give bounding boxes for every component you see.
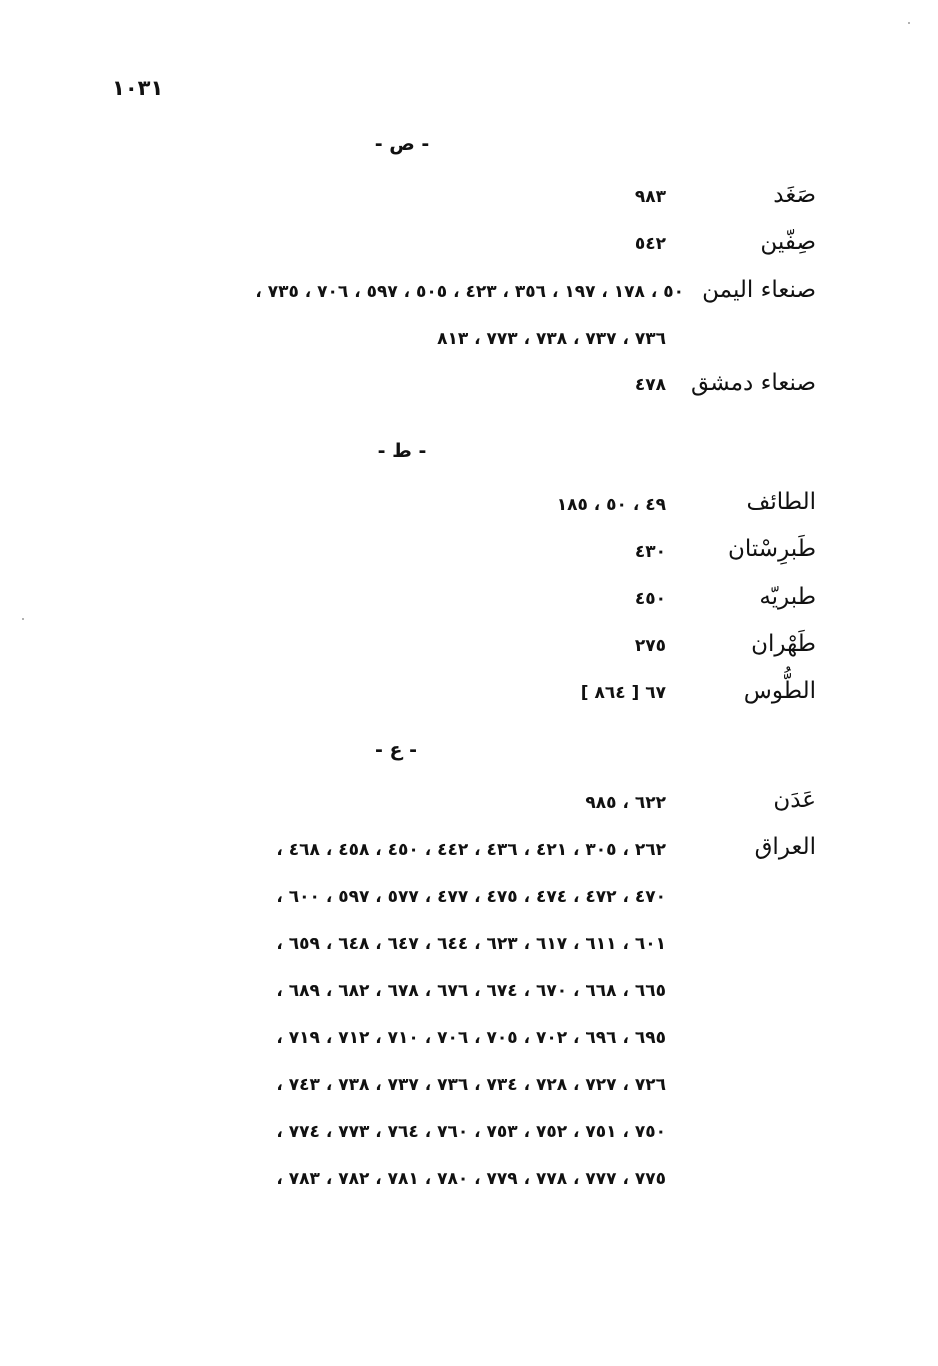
- entry-name-aden: عَدَن: [773, 787, 816, 813]
- entry-pages-taif: ٤٩ ، ٥٠ ، ١٨٥: [556, 495, 666, 515]
- entry-name-taif: الطائف: [746, 489, 816, 515]
- entry-pages-iraq-line-6: ٧٢٦ ، ٧٢٧ ، ٧٢٨ ، ٧٣٤ ، ٧٣٦ ، ٧٣٧ ، ٧٣٨ ، ٧٤٣ ،: [276, 1075, 666, 1095]
- section-heading-ta: - ط -: [377, 440, 427, 462]
- entry-pages-iraq-line-2: ٤٧٠ ، ٤٧٢ ، ٤٧٤ ، ٤٧٥ ، ٤٧٧ ، ٥٧٧ ، ٥٩٧ ، ٦٠٠ ،: [276, 887, 666, 907]
- entry-name-sughd: صَغَد: [773, 182, 816, 208]
- entry-pages-sughd: ٩٨٣: [634, 187, 666, 207]
- section-heading-ayn: - ع -: [375, 739, 417, 761]
- entry-pages-tiberias: ٤٥٠: [634, 589, 666, 609]
- entry-pages-iraq-line-7: ٧٥٠ ، ٧٥١ ، ٧٥٢ ، ٧٥٣ ، ٧٦٠ ، ٧٦٤ ، ٧٧٣ ، ٧٧٤ ،: [276, 1122, 666, 1142]
- entry-name-tus: الطُّوس: [743, 678, 816, 704]
- section-heading-sad: - ص -: [374, 133, 430, 155]
- entry-pages-aden: ٦٢٢ ، ٩٨٥: [585, 793, 666, 813]
- entry-name-tiberias: طبريّه: [759, 584, 816, 610]
- entry-name-sanaa-yemen: صنعاء اليمن: [702, 277, 816, 303]
- entry-pages-iraq-line-5: ٦٩٥ ، ٦٩٦ ، ٧٠٢ ، ٧٠٥ ، ٧٠٦ ، ٧١٠ ، ٧١٢ ، ٧١٩ ،: [276, 1028, 666, 1048]
- entry-pages-iraq-line-1: ٢٦٢ ، ٣٠٥ ، ٤٢١ ، ٤٣٦ ، ٤٤٢ ، ٤٥٠ ، ٤٥٨ ، ٤٦٨ ،: [276, 840, 666, 860]
- page-number: ١٠٣١: [112, 76, 164, 100]
- entry-name-sanaa-damascus: صنعاء دمشق: [691, 370, 816, 396]
- entry-pages-siffin: ٥٤٢: [634, 234, 666, 254]
- entry-pages-sanaa-damascus: ٤٧٨: [634, 375, 666, 395]
- entry-pages-iraq-line-4: ٦٦٥ ، ٦٦٨ ، ٦٧٠ ، ٦٧٤ ، ٦٧٦ ، ٦٧٨ ، ٦٨٢ ، ٦٨٩ ،: [276, 981, 666, 1001]
- entry-name-tabaristan: طَبرِسْتان: [727, 536, 816, 562]
- entry-name-tehran: طَهْران: [751, 631, 816, 657]
- entry-pages-sanaa-yemen-line-1: ٥٠ ، ١٧٨ ، ١٩٧ ، ٣٥٦ ، ٤٢٣ ، ٥٠٥ ، ٥٩٧ ، ٧٠٦ ، ٧٣٥ ،: [255, 282, 684, 302]
- entry-pages-iraq-line-8: ٧٧٥ ، ٧٧٧ ، ٧٧٨ ، ٧٧٩ ، ٧٨٠ ، ٧٨١ ، ٧٨٢ ، ٧٨٣ ،: [276, 1169, 666, 1189]
- entry-name-iraq: العراق: [754, 834, 816, 860]
- entry-pages-tus: ٦٧ [ ٨٦٤ ]: [580, 683, 666, 703]
- scan-speck: [908, 22, 910, 24]
- scan-speck: [22, 618, 24, 620]
- entry-pages-tabaristan: ٤٣٠: [634, 542, 666, 562]
- entry-pages-iraq-line-3: ٦٠١ ، ٦١١ ، ٦١٧ ، ٦٢٣ ، ٦٤٤ ، ٦٤٧ ، ٦٤٨ ، ٦٥٩ ،: [276, 934, 666, 954]
- entry-pages-sanaa-yemen-line-2: ٧٣٦ ، ٧٣٧ ، ٧٣٨ ، ٧٧٣ ، ٨١٣: [437, 329, 666, 349]
- entry-name-siffin: صِفّين: [760, 229, 816, 255]
- entry-pages-tehran: ٢٧٥: [634, 636, 666, 656]
